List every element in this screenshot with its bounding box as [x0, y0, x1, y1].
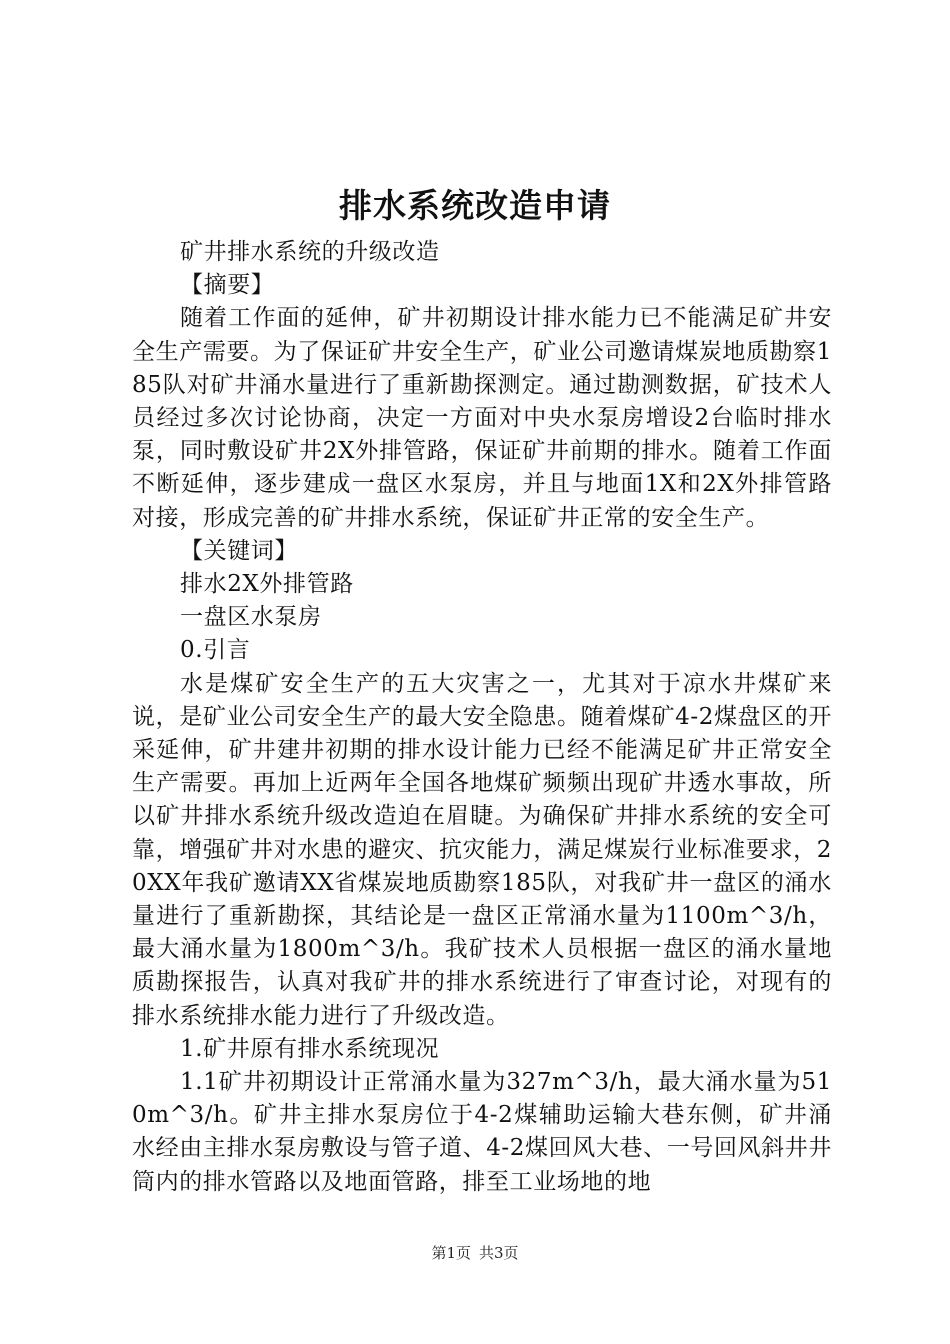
keyword-item: 一盘区水泵房 [180, 604, 322, 631]
section-heading-1: 1.矿井原有排水系统现况 [180, 1035, 440, 1062]
section-heading-intro: 0.引言 [180, 637, 251, 664]
subtitle-paragraph: 矿井排水系统的升级改造 [180, 239, 440, 265]
section-1-1-paragraph: 1.1矿井初期设计正常涌水量为327m^3/h，最大涌水量为510m^3/h。矿井主排水泵房位于4-2煤辅助运输大巷东侧，矿井涌水经由主排水泵房敷设与管子道、4-2煤回风大巷、一号回风斜井井筒内的排水管路以及地面管路，排至工业场地的地 [132, 1069, 832, 1195]
intro-paragraph: 水是煤矿安全生产的五大灾害之一，尤其对于凉水井煤矿来说，是矿业公司安全生产的最大安全隐患。随着煤矿4-2煤盘区的开采延伸，矿井建井初期的排水设计能力已经不能满足矿井正常安全生产需要。再加上近两年全国各地煤矿频频出现矿井透水事故，所以矿井排水系统升级改造迫在眉睫。为确保矿井排水系统的安全可靠，增强矿井对水患的避灾、抗灾能力，满足煤炭行业标准要求，20XX年我矿邀请XX省煤炭地质勘察185队，对我矿井一盘区的涌水量进行了重新勘探，其结论是一盘区正常涌水量为1100m^3/h，最大涌水量为1800m^3/h。我矿技术人员根据一盘区的涌水量地质勘探报告，认真对我矿井的排水系统进行了审查讨论，对现有的排水系统排水能力进行了升级改造。 [132, 670, 832, 1029]
abstract-heading: 【摘要】 [180, 272, 275, 299]
page-number: 第1页 [431, 1244, 471, 1262]
keyword-item: 排水2X外排管路 [180, 571, 354, 598]
document-title: 排水系统改造申请 [339, 186, 611, 225]
document-body [132, 236, 832, 1199]
abstract-paragraph: 随着工作面的延伸，矿井初期设计排水能力已不能满足矿井安全生产需要。为了保证矿井安全生产，矿业公司邀请煤炭地质勘察185队对矿井涌水量进行了重新勘探测定。通过勘测数据，矿技术人员经过多次讨论协商，决定一方面对中央水泵房增设2台临时排水泵，同时敷设矿井2X外排管路，保证矿井前期的排水。随着工作面不断延伸，逐步建成一盘区水泵房，并且与地面1X和2X外排管路对接，形成完善的矿井排水系统，保证矿井正常的安全生产。 [132, 305, 832, 531]
keywords-heading: 【关键词】 [180, 537, 298, 564]
page-total: 共3页 [479, 1244, 519, 1262]
page-footer [0, 1243, 950, 1263]
